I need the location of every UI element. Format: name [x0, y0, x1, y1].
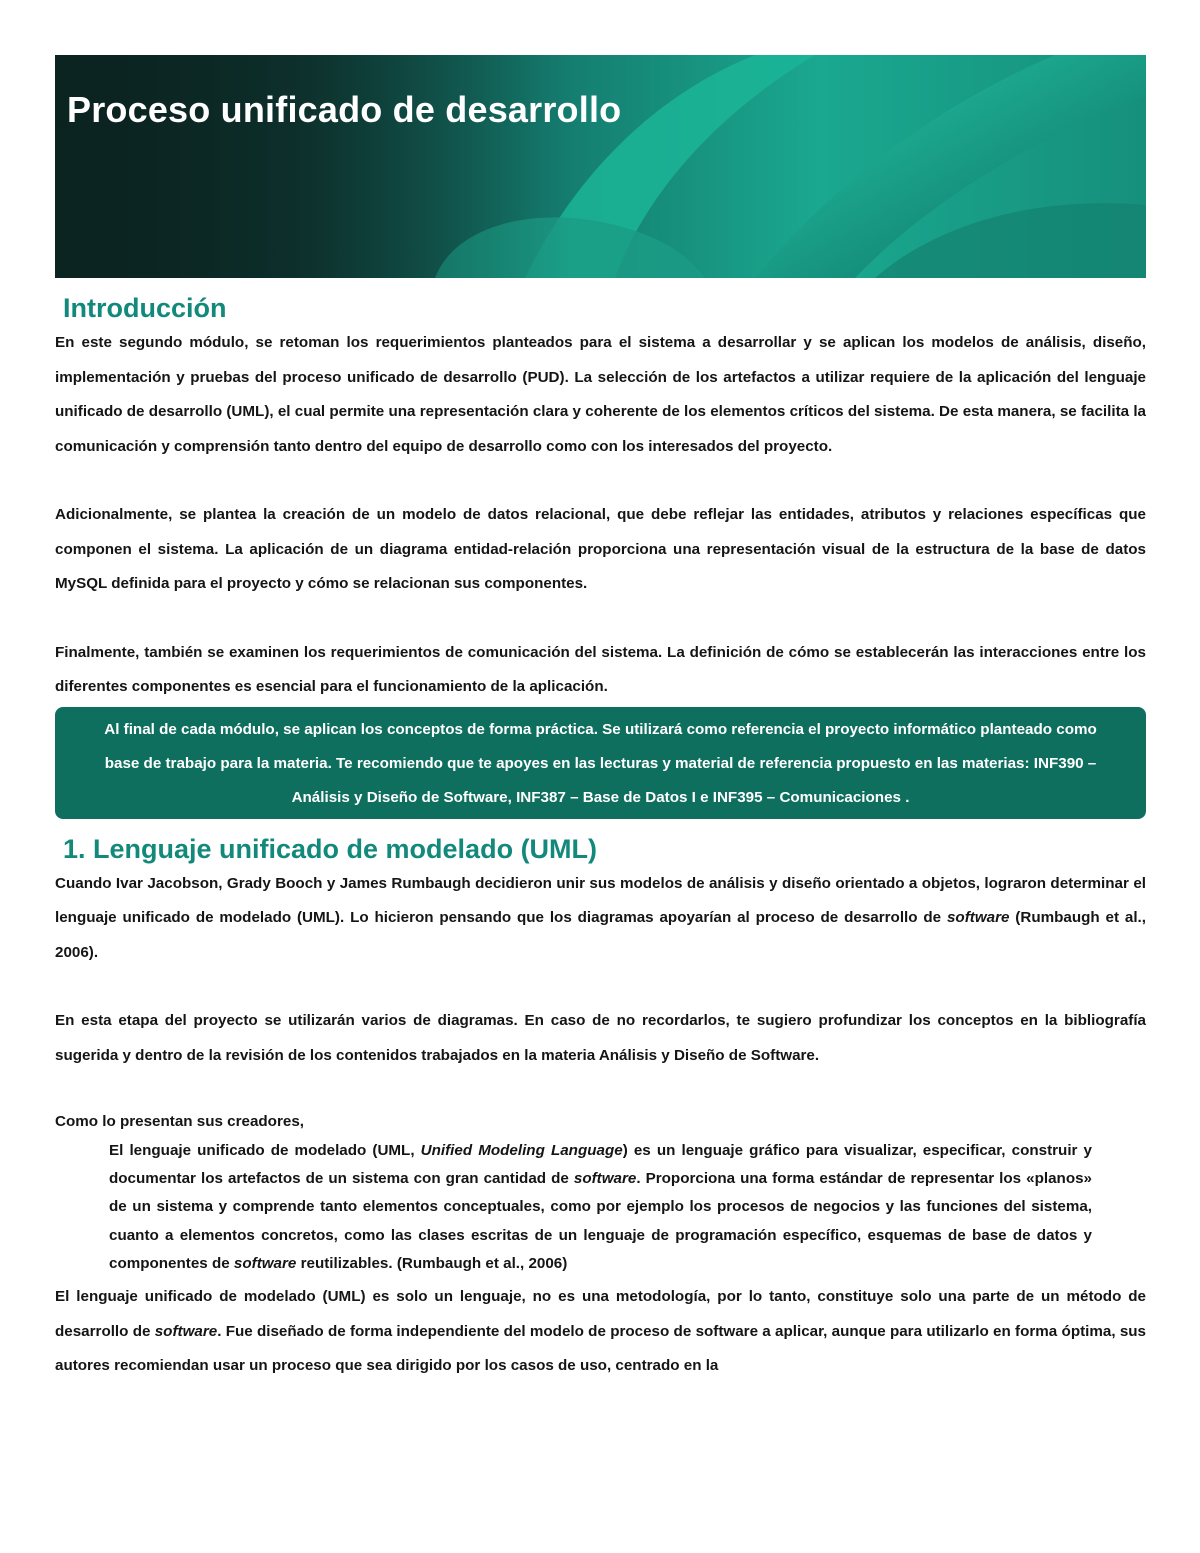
uml-heading: 1. Lenguaje unificado de modelado (UML)	[63, 833, 598, 864]
uml-paragraph-3: El lenguaje unificado de modelado (UML) es solo un lenguaje, no es una metodología, por lo tanto, constituye solo una parte de un método de desarrollo de software. Fue diseñado de forma independiente del modelo de proceso de software a aplicar, aunque para utilizarlo en forma óptima, sus autores recomiendan usar un proceso que sea dirigido por los casos de uso, centrado en la	[55, 1288, 1146, 1375]
intro-paragraph-2: Adicionalmente, se plantea la creación de un modelo de datos relacional, que debe reflejar las entidades, atributos y relaciones específicas que componen el sistema. La aplicación de un diagrama entidad-relación proporciona una representación visual de la estructura de la base de datos MySQL definida para el proyecto y cómo se relacionan sus componentes.	[55, 506, 1146, 592]
intro-paragraph-1: En este segundo módulo, se retoman los requerimientos planteados para el sistema a desarrollar y se aplican los modelos de análisis, diseño, implementación y pruebas del proceso unificado de desarrollo (PUD). La selección de los artefactos a utilizar requiere de la aplicación del lenguaje unificado de desarrollo (UML), el cual permite una representación clara y coherente de los elementos críticos del sistema. De esta manera, se facilita la comunicación y comprensión tanto dentro del equipo de desarrollo como con los interesados del proyecto.	[55, 334, 1146, 455]
intro-heading: Introducción	[63, 293, 227, 323]
document-body	[55, 290, 1146, 1384]
page-title: Proceso unificado de desarrollo	[67, 89, 622, 130]
callout-text: Al final de cada módulo, se aplican los conceptos de forma práctica. Se utilizará como referencia el proyecto informático planteado como base de trabajo para la materia. Te recomiendo que te apoyes en las lecturas y material de referencia propuesto en las materias: INF390 – Análisis y Diseño de Software, INF387 – Base de Datos I e INF395 – Comunicaciones .	[104, 720, 1097, 806]
uml-paragraph-1: Cuando Ivar Jacobson, Grady Booch y James Rumbaugh decidieron unir sus modelos de análisis y diseño orientado a objetos, lograron determinar el lenguaje unificado de modelado (UML). Lo hicieron pensando que los diagramas apoyarían al proceso de desarrollo de software (Rumbaugh et al., 2006).	[55, 874, 1146, 961]
callout-box	[55, 707, 1146, 819]
quote-intro: Como lo presentan sus creadores,	[55, 1113, 304, 1130]
uml-paragraph-2: En esta etapa del proyecto se utilizarán varios de diagramas. En caso de no recordarlos, te sugiero profundizar los conceptos en la bibliografía sugerida y dentro de la revisión de los contenidos trabajados en la materia Análisis y Diseño de Software.	[55, 1012, 1146, 1064]
uml-quote: El lenguaje unificado de modelado (UML, Unified Modeling Language) es un lenguaje gráfico para visualizar, especificar, construir y documentar los artefactos de un sistema con gran cantidad de software. Proporciona una forma estándar de representar los «planos» de un sistema y comprende tanto elementos conceptuales, como por ejemplo los procesos de negocios y las funciones del sistema, cuanto a elementos concretos, como las clases escritas de un lenguaje de programación específico, esquemas de base de datos y componentes de software reutilizables. (Rumbaugh et al., 2006)	[109, 1142, 1092, 1272]
header-banner	[55, 55, 1146, 278]
intro-paragraph-3: Finalmente, también se examinen los requerimientos de comunicación del sistema. La definición de cómo se establecerán las interacciones entre los diferentes componentes es esencial para el funcionamiento de la aplicación.	[55, 643, 1146, 695]
